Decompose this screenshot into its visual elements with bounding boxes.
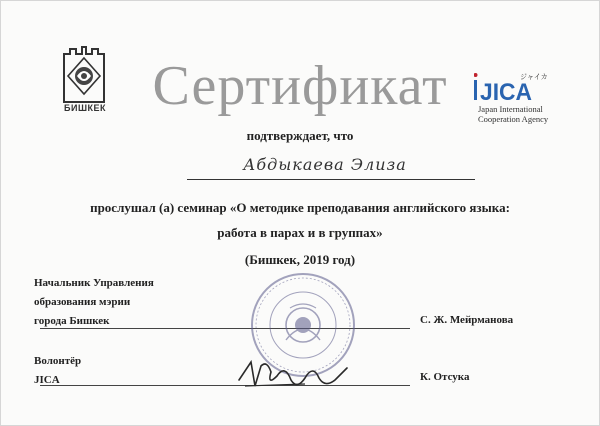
- signatory-1-title-line: образования мэрии: [34, 296, 131, 308]
- recipient-name-area: [175, 155, 475, 183]
- recipient-name-line: [187, 179, 475, 180]
- signatory-2-title-line: Волонтёр: [34, 355, 82, 367]
- signatory-2-title-line: JICA: [34, 374, 60, 386]
- signatory-1-title-line: города Бишкек: [34, 315, 110, 327]
- emblem-caption: БИШКЕК: [64, 103, 106, 113]
- jica-logo-text: JICA: [480, 79, 532, 104]
- handwritten-signature-icon: [235, 356, 355, 396]
- signatory-1-title-line: Начальник Управления: [34, 277, 154, 289]
- seminar-line-3: (Бишкек, 2019 год): [244, 252, 356, 267]
- jica-caption-line1: Japan International: [478, 104, 543, 114]
- certificate-title: Сертификат: [152, 55, 448, 117]
- jica-logo-katakana: ジャイカ: [520, 73, 548, 81]
- signatory-2-name: К. Отсука: [420, 371, 470, 383]
- confirms-text: подтверждает, что: [246, 128, 354, 143]
- jica-caption-line2: Cooperation Agency: [478, 114, 549, 124]
- signatory-1-title: [34, 274, 154, 331]
- signatory-1-name: С. Ж. Мейрманова: [420, 314, 514, 326]
- jica-caption: [478, 104, 568, 124]
- jica-logo: [474, 70, 554, 104]
- seminar-line-1: прослушал (а) семинар «О методике преподавания английского языка:: [90, 200, 510, 215]
- seminar-line-2: работа в парах и в группах»: [217, 225, 383, 240]
- recipient-name: Абдыкаева Элиза: [243, 155, 407, 174]
